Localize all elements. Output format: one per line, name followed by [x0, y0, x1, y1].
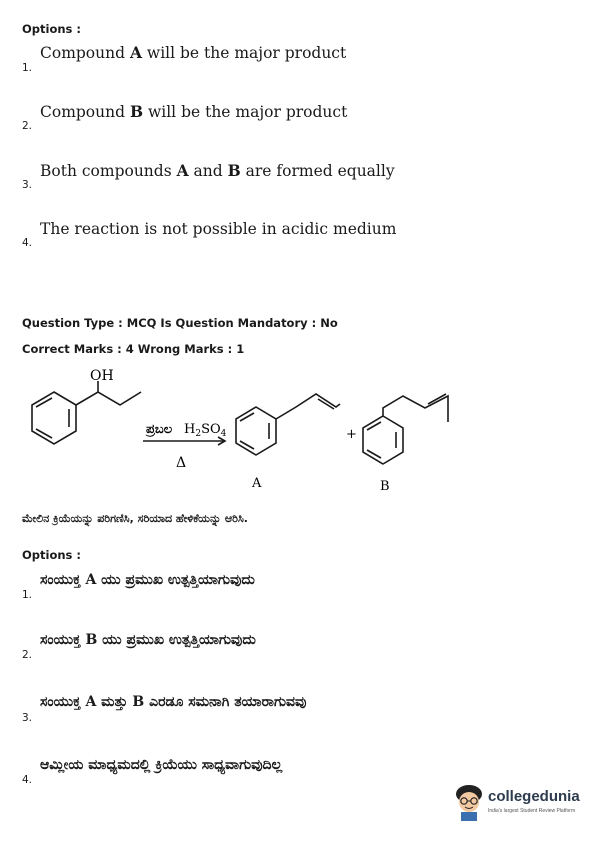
- reagent-kannada: ಪ್ರಬಲ: [146, 422, 173, 437]
- reactant-side-chain: [76, 392, 141, 405]
- kn-option-1-text[interactable]: ಸಂಯುಕ್ತ A ಯು ಪ್ರಮುಖ ಉತ್ಪತ್ತಿಯಾಗುವುದು: [40, 572, 255, 588]
- logo-tagline: India's largest Student Review Platform: [488, 808, 576, 814]
- option-1-text[interactable]: Compound A will be the major product: [40, 43, 347, 62]
- kn-option-2-text[interactable]: ಸಂಯುಕ್ತ B ಯು ಪ್ರಮುಖ ಉತ್ಪತ್ತಿಯಾಗುವುದು: [40, 632, 256, 648]
- kn-option-number-2: 2.: [22, 649, 33, 661]
- options-label: Options :: [22, 22, 81, 36]
- kn-option-4-text[interactable]: ಆಮ್ಲೀಯ ಮಾಧ್ಯಮದಲ್ಲಿ ಕ್ರಿಯೆಯು ಸಾಧ್ಯವಾಗುವುದಿಲ್ಲ: [40, 757, 283, 773]
- heat-symbol: Δ: [176, 455, 187, 471]
- collegedunia-logo: [452, 782, 587, 826]
- logo-wordmark: collegedunia: [488, 788, 580, 805]
- option-3-text[interactable]: Both compounds A and B are formed equally: [40, 161, 395, 180]
- product-b-benzene-ring: [363, 416, 403, 464]
- mascot-icon: [452, 782, 486, 822]
- kn-option-number-4: 4.: [22, 774, 33, 786]
- product-b-side-chain: [383, 396, 448, 422]
- reagent-formula: $H_2SO_4$: [184, 422, 227, 439]
- product-b-label: B: [380, 479, 390, 494]
- question-type-line: Question Type : MCQ Is Question Mandatory : No: [22, 316, 338, 330]
- options-label-kannada: Options :: [22, 548, 81, 562]
- plus-sign: +: [346, 427, 357, 442]
- option-number-2: 2.: [22, 120, 33, 132]
- option-number-1: 1.: [22, 62, 33, 74]
- kn-option-3-text[interactable]: ಸಂಯುಕ್ತ A ಮತ್ತು B ಎರಡೂ ಸಮನಾಗಿ ತಯಾರಾಗುವವು: [40, 694, 307, 710]
- hydroxyl-label: OH: [90, 368, 114, 384]
- option-2-text[interactable]: Compound B will be the major product: [40, 102, 348, 121]
- kn-option-number-3: 3.: [22, 712, 33, 724]
- option-number-4: 4.: [22, 237, 33, 249]
- option-4-text[interactable]: The reaction is not possible in acidic medium: [40, 220, 397, 238]
- option-number-3: 3.: [22, 179, 33, 191]
- marks-line: Correct Marks : 4 Wrong Marks : 1: [22, 342, 245, 356]
- product-a-benzene-ring: [236, 407, 276, 455]
- kn-option-number-1: 1.: [22, 589, 33, 601]
- product-a-label: A: [252, 476, 262, 491]
- question-text-kannada: ಮೇಲಿನ ಕ್ರಿಯೆಯನ್ನು ಪರಿಗಣಿಸಿ, ಸರಿಯಾದ ಹೇಳಿಕೆಯನ್ನು ಆರಿಸಿ.: [22, 512, 248, 525]
